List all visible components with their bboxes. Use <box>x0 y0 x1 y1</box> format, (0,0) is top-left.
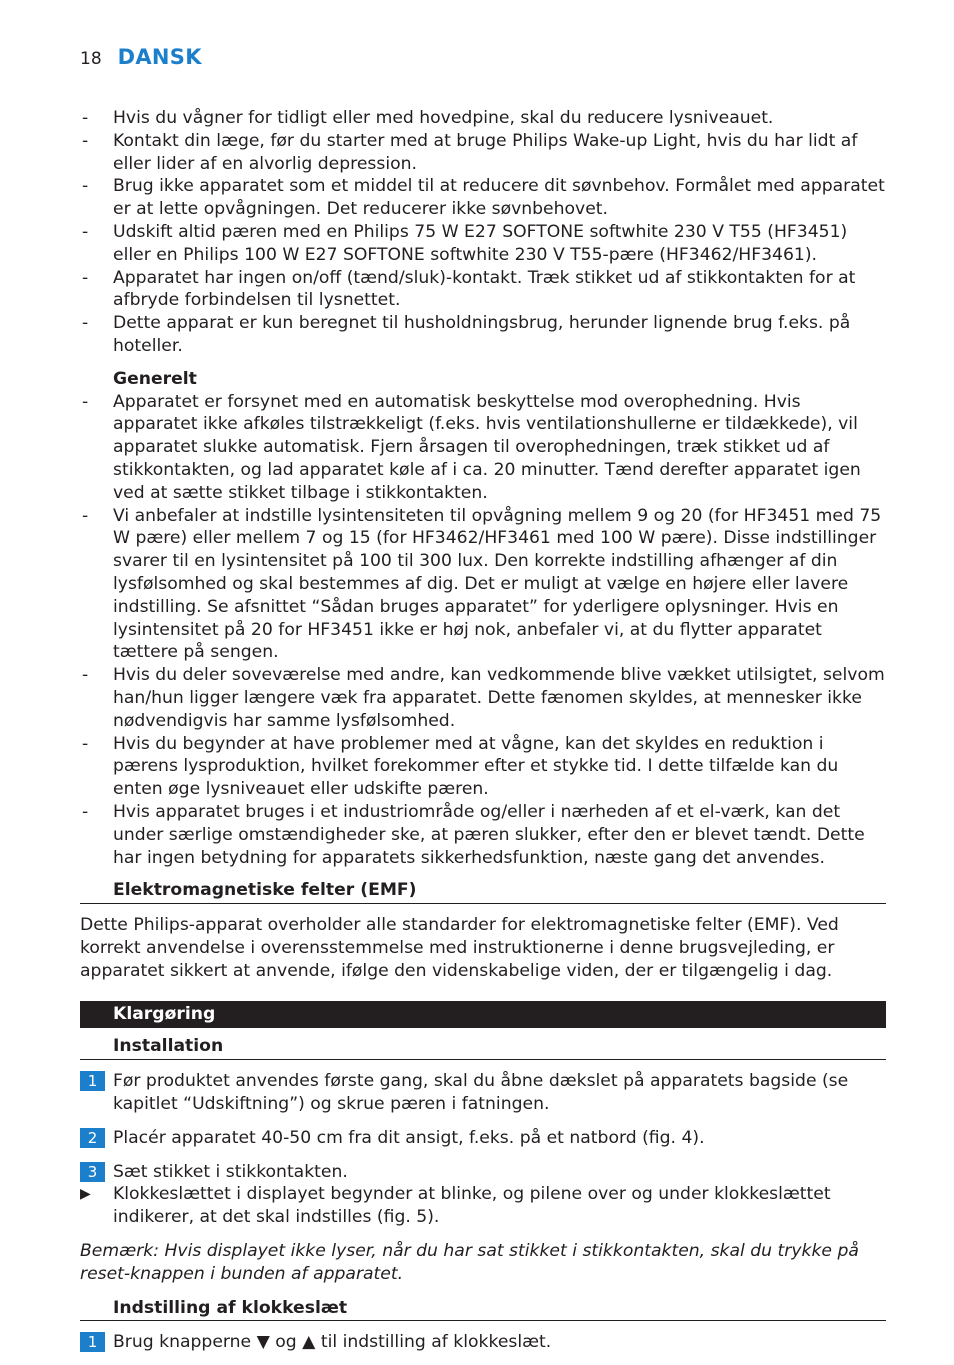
list-item: - Vi anbefaler at indstille lysintensiteten til opvågning mellem 9 og 20 (for HF3451 med 75 W pære) eller mellem 7 og 15 (for HF3462/HF3461 med 100 W pære). Disse indstillinger svarer til en lysintensitet på 100 til 300 lux. Den korrekte indstilling afhænger af din lysfølsomhed og skal bestemmes af dig. Det er muligt at vælge en højere eller lavere indstilling. Se afsnittet “Sådan bruges apparatet” for yderligere oplysninger. Hvis en lysintensitet på 20 for HF3451 ikke er høj nok, anbefaler vi, at du flytter apparatet tættere på sengen. <box>82 505 882 663</box>
language-title: DANSK <box>117 45 202 69</box>
emf-heading: Elektromagnetiske felter (EMF) <box>80 879 886 904</box>
step-number: 1 <box>80 1071 105 1091</box>
step-text: Sæt stikket i stikkontakten. <box>113 1161 348 1182</box>
list-item: - Dette apparat er kun beregnet til husholdningsbrug, herunder lignende brug f.eks. på hoteller. <box>82 313 851 356</box>
step-item <box>80 1127 886 1150</box>
page-header <box>80 46 202 74</box>
list-item: - Apparatet har ingen on/off (tænd/sluk)-kontakt. Træk stikket ud af stikkontakten for at afbryde forbindelsen til lysnettet. <box>82 267 856 311</box>
clock-heading: Indstilling af klokkeslæt <box>80 1297 886 1322</box>
step-text: Brug knapperne ▼ og ▲ til indstilling af klokkeslæt. <box>113 1332 552 1353</box>
list-item: - Hvis du begynder at have problemer med at vågne, kan det skyldes en reduktion i pærens lysproduktion, hvilket forekommer efter et stykke tid. I dette tilfælde kan du enten øge lysniveauet eller udskifte pæren. <box>82 733 839 800</box>
note-paragraph: Bemærk: Hvis displayet ikke lyser, når du har sat stikket i stikkontakten, skal du trykke på reset-knappen i bunden af apparatet. <box>80 1241 859 1284</box>
step-number: 3 <box>80 1162 105 1182</box>
page-content <box>80 107 886 1365</box>
list-item: - Apparatet er forsynet med en automatisk beskyttelse mod overophedning. Hvis apparatet ikke afkøles tilstrækkeligt (f.eks. hvis ventilationshullerne er tildækkede), vil apparatet slukke automatisk. Fjern årsagen til overophedningen, træk stikket ud af stikkontakten, og lad apparatet køle af i ca. 20 minutter. Tænd derefter apparatet igen ved at sætte stikket tilbage i stikkontakten. <box>82 391 861 503</box>
step-item <box>80 1161 886 1184</box>
step-number: 2 <box>80 1128 105 1148</box>
list-item: - Kontakt din læge, før du starter med at bruge Philips Wake-up Light, hvis du har lidt af eller lider af en alvorlig depression. <box>82 130 858 174</box>
intro-list <box>80 107 886 358</box>
installation-heading: Installation <box>80 1035 886 1060</box>
list-item: - Hvis du vågner for tidligt eller med hovedpine, skal du reducere lysniveauet. <box>82 108 774 128</box>
step-item <box>80 1070 886 1116</box>
result-arrow-icon: ▶ <box>80 1186 91 1203</box>
list-item: - Udskift altid pæren med en Philips 75 W E27 SOFTONE softwhite 230 V T55 (HF3451) eller en Philips 100 W E27 SOFTONE softwhite 230 V T55-pære (HF3462/HF3461). <box>82 221 848 265</box>
section-title-bar: Klargøring <box>80 1001 886 1028</box>
step-number: 1 <box>80 1332 105 1352</box>
list-item: - Brug ikke apparatet som et middel til at reducere dit søvnbehov. Formålet med apparatet er at lette opvågningen. Det reducerer ikke søvnbehovet. <box>82 176 885 220</box>
general-heading: Generelt <box>113 368 197 389</box>
emf-paragraph: Dette Philips-apparat overholder alle standarder for elektromagnetiske felter (EMF). Ved korrekt anvendelse i overensstemmelse med instruktionerne i denne brugsvejleding, er apparatet sikkert at anvende, ifølge den videnskabelige viden, der er tilgængelig i dag. <box>80 915 839 981</box>
step-text: Før produktet anvendes første gang, skal du åbne dækslet på apparatets bagside (se kapitlet “Udskiftning”) og skrue pæren i fatningen. <box>113 1071 849 1115</box>
list-item: - Hvis apparatet bruges i et industriområde og/eller i nærheden af et el-værk, kan det under særlige omstændigheder ske, at pæren slukker, efter den er blevet tændt. Dette har ingen betydning for apparatets sikkerhedsfunktion, næste gang det anvendes. <box>82 801 865 868</box>
step-text: Placér apparatet 40-50 cm fra dit ansigt, f.eks. på et natbord (fig. 4). <box>113 1127 705 1148</box>
page-number: 18 <box>80 49 102 69</box>
list-item: - Hvis du deler soveværelse med andre, kan vedkommende blive vækket utilsigtet, selvom han/hun ligger længere væk fra apparatet. Dette fænomen skyldes, at mennesker ikke nødvendigvis har samme lysfølsomhed. <box>82 665 885 731</box>
step-result <box>80 1183 886 1229</box>
general-list <box>80 391 886 870</box>
step-item <box>80 1331 886 1354</box>
result-text: Klokkeslættet i displayet begynder at blinke, og pilene over og under klokkeslættet indikerer, at det skal indstilles (fig. 5). <box>113 1184 831 1228</box>
